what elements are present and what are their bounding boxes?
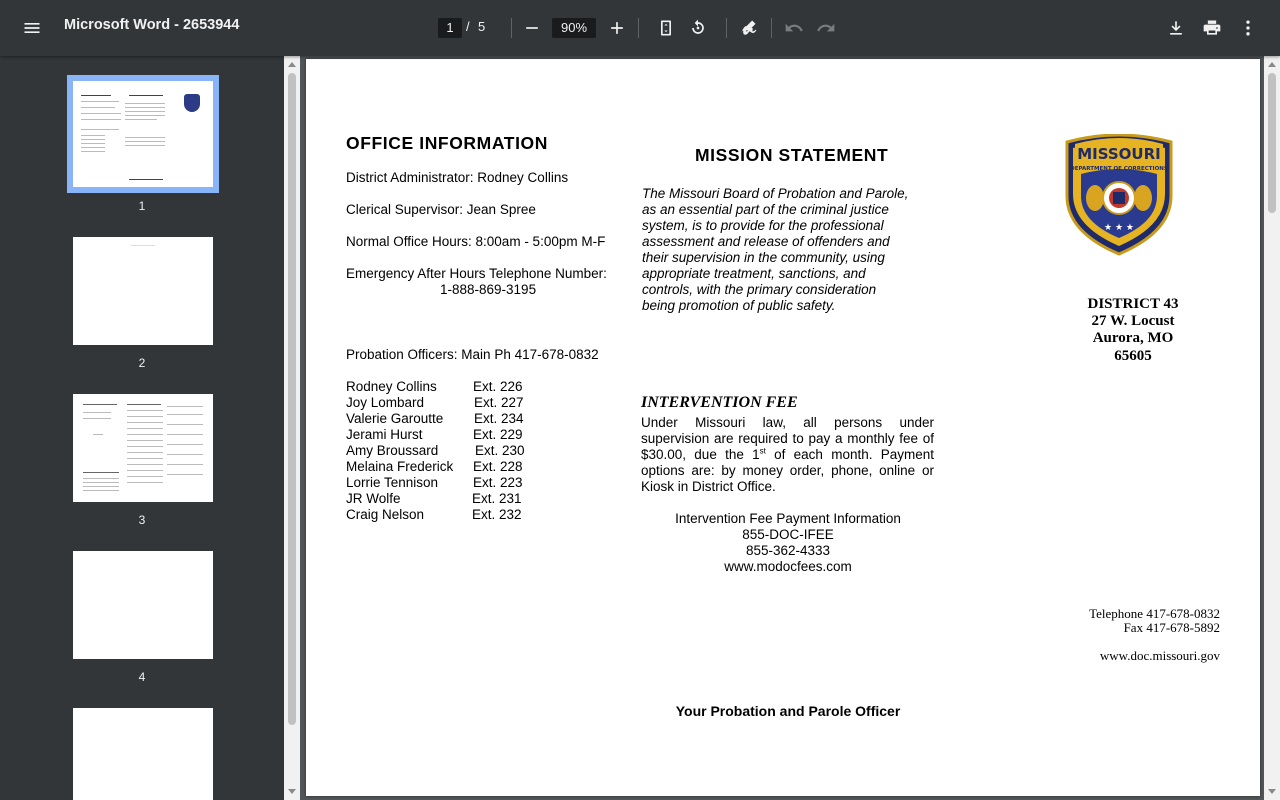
print-button[interactable] (1196, 12, 1228, 44)
fit-page-button[interactable] (650, 12, 682, 44)
doc-website: www.doc.missouri.gov (1099, 648, 1220, 663)
toolbar-divider (638, 18, 639, 38)
mission-line: controls, with the primary consideration (642, 282, 877, 297)
thumb-text-line (167, 454, 203, 455)
thumb-text-line (83, 472, 119, 473)
officer-ext: Ext. 230 (475, 443, 525, 458)
thumb-text-line (127, 458, 163, 459)
clerical-supervisor: Clerical Supervisor: Jean Spree (346, 202, 536, 217)
thumb-text-line (167, 406, 203, 407)
thumb-text-line (81, 151, 105, 152)
thumb-text-line (127, 464, 163, 465)
thumbnail-label: 3 (138, 513, 146, 527)
thumb-text-line (127, 404, 161, 405)
officer-name: Lorrie Tennison (346, 475, 439, 490)
thumb-text-line (167, 424, 203, 425)
mission-statement-heading: MISSION STATEMENT (695, 145, 889, 165)
intervention-fee-text: Under Missouri law, all persons under supervision are required to pay a monthly fee of $30.00, due the 1st of each month. Payment options are: by money order, phone, online or Kiosk in District Office. (641, 415, 935, 494)
more-actions-button[interactable] (1232, 12, 1264, 44)
missouri-doc-logo (1061, 134, 1177, 256)
thumb-text-line (127, 470, 163, 471)
svg-text:★ ★ ★: ★ ★ ★ (1104, 223, 1134, 233)
undo-button[interactable] (778, 12, 810, 44)
thumb-text-line (127, 440, 163, 441)
intervention-fee-heading: INTERVENTION FEE (641, 394, 798, 411)
sidebar-scroll-thumb[interactable] (288, 73, 296, 725)
plus-icon (607, 18, 627, 38)
mission-line: their supervision in the community, using (642, 250, 885, 265)
fit-to-page-icon (656, 18, 676, 38)
thumb-text-line (83, 418, 111, 419)
page-number-input[interactable]: 1 (438, 18, 462, 38)
hamburger-menu-icon (22, 18, 42, 38)
thumbnail-label: 1 (138, 199, 146, 213)
zoom-out-button[interactable] (516, 12, 548, 44)
page-thumbnail-3[interactable] (73, 394, 213, 502)
thumb-text-line (127, 410, 163, 411)
redo-icon (816, 18, 836, 38)
thumb-text-line (83, 482, 119, 483)
mission-line: system, is to provide for the professional (642, 218, 884, 233)
officer-name: Melaina Frederick (346, 459, 454, 474)
zoom-in-button[interactable] (601, 12, 633, 44)
officer-ext: Ext. 227 (474, 395, 524, 410)
thumb-text-line (127, 482, 163, 483)
thumb-text-line (81, 143, 105, 144)
fee-payment-line: 855-DOC-IFEE (742, 527, 834, 542)
fax: Fax 417-678-5892 (1123, 620, 1220, 635)
thumb-text-line (167, 474, 203, 475)
thumb-text-line (83, 490, 119, 491)
thumb-text-line (81, 107, 115, 108)
thumb-logo (184, 94, 200, 112)
thumb-text-line (83, 486, 119, 487)
thumb-text-line (83, 478, 119, 479)
undo-icon (784, 18, 804, 38)
scroll-down-arrow-icon[interactable] (288, 789, 296, 794)
office-hours: Normal Office Hours: 8:00am - 5:00pm M-F (346, 234, 606, 249)
officer-ext: Ext. 231 (472, 491, 522, 506)
mission-line: appropriate treatment, sanctions, and (642, 266, 866, 281)
district-line: 65605 (1114, 348, 1152, 364)
thumb-text-line (127, 476, 163, 477)
thumb-text-line (81, 139, 105, 140)
thumb-text-line (167, 414, 203, 415)
page-separator: / (466, 19, 470, 34)
thumb-text-line (93, 434, 103, 435)
mission-line: The Missouri Board of Probation and Parole, (642, 186, 909, 201)
thumb-text-line (125, 141, 165, 142)
officer-ext: Ext. 232 (472, 507, 522, 522)
thumbnail-label: 4 (138, 670, 146, 684)
officer-name: Valerie Garoutte (346, 411, 444, 426)
thumb-text-line (125, 145, 165, 146)
svg-text:MISSOURI: MISSOURI (1077, 145, 1161, 163)
page-thumbnail-5[interactable] (73, 708, 213, 800)
officer-ext: Ext. 226 (473, 379, 523, 394)
district-line: 27 W. Locust (1091, 313, 1175, 329)
page-thumbnail-1[interactable] (73, 81, 213, 187)
thumb-text-line (125, 111, 165, 112)
annotate-pen-icon (738, 18, 758, 38)
thumb-text-line (125, 115, 165, 116)
mission-line: as an essential part of the criminal justice (642, 202, 889, 217)
toolbar-divider (726, 18, 727, 38)
redo-button[interactable] (810, 12, 842, 44)
officer-ext: Ext. 229 (473, 427, 523, 442)
thumb-text-line (167, 434, 203, 435)
scroll-up-arrow-icon[interactable] (288, 62, 296, 67)
thumb-text-line (125, 119, 157, 120)
thumbnail-sidebar (0, 56, 284, 800)
district-line: DISTRICT 43 (1087, 296, 1179, 312)
thumb-text-line (129, 179, 163, 180)
thumb-text-line (125, 107, 165, 108)
telephone: Telephone 417-678-0832 (1089, 606, 1220, 621)
thumbnail-label: 2 (138, 356, 146, 370)
mission-line: assessment and release of offenders and (642, 234, 890, 249)
svg-text:DEPARTMENT OF CORRECTIONS: DEPARTMENT OF CORRECTIONS (1070, 166, 1168, 172)
download-button[interactable] (1160, 12, 1192, 44)
more-vertical-icon (1238, 18, 1258, 38)
thumb-text-line (81, 101, 119, 102)
pdf-toolbar (0, 0, 1280, 56)
scroll-up-arrow-icon[interactable] (1268, 62, 1276, 67)
mission-line: being promotion of public safety. (642, 298, 836, 313)
thumb-text-line (81, 119, 121, 120)
page-total: 5 (478, 19, 486, 34)
fee-payment-info-heading: Intervention Fee Payment Information (675, 511, 901, 526)
thumb-text-line (167, 444, 203, 445)
print-icon (1202, 18, 1222, 38)
toolbar-divider (771, 18, 772, 38)
thumb-text-line (81, 95, 111, 96)
thumb-text-line (81, 129, 119, 130)
office-info-heading: OFFICE INFORMATION (346, 133, 548, 153)
district-line: Aurora, MO (1092, 330, 1174, 346)
thumb-text-line (83, 412, 111, 413)
main-scroll-thumb[interactable] (1268, 73, 1276, 213)
minus-icon (522, 18, 542, 38)
thumb-text-line (127, 422, 163, 423)
page-thumbnail-4[interactable] (73, 551, 213, 659)
thumb-text-line (127, 452, 163, 453)
download-icon (1166, 18, 1186, 38)
document-title: Microsoft Word - 2653944 (64, 17, 240, 33)
thumb-text-line (167, 464, 203, 465)
probation-officers-heading: Probation Officers: Main Ph 417-678-0832 (346, 347, 599, 362)
thumb-text-line (131, 245, 155, 246)
zoom-input[interactable]: 90% (552, 18, 596, 38)
thumb-text-line (81, 147, 105, 148)
fee-payment-website: www.modocfees.com (724, 559, 852, 574)
thumb-text-line (129, 95, 163, 96)
thumb-text-line (83, 404, 117, 405)
thumb-text-line (125, 137, 165, 138)
page-thumbnail-2[interactable] (73, 237, 213, 345)
officer-name: Rodney Collins (346, 379, 437, 394)
officer-name: Joy Lombard (346, 395, 425, 410)
district-administrator: District Administrator: Rodney Collins (346, 170, 569, 185)
annotate-button[interactable] (732, 12, 764, 44)
pdf-page-1 (306, 59, 1260, 796)
rotate-icon (688, 18, 708, 38)
doc-shield-icon (1061, 134, 1177, 256)
thumb-text-line (127, 434, 163, 435)
toolbar-divider (511, 18, 512, 38)
thumb-text-line (81, 113, 121, 114)
officer-name: Jerami Hurst (346, 427, 423, 442)
officer-ext: Ext. 234 (474, 411, 524, 426)
emergency-label: Emergency After Hours Telephone Number: (346, 266, 607, 281)
scroll-down-arrow-icon[interactable] (1268, 789, 1276, 794)
thumb-text-line (81, 135, 105, 136)
officer-name: Amy Broussard (346, 443, 439, 458)
fee-payment-line: 855-362-4333 (745, 543, 831, 558)
thumb-text-line (125, 103, 165, 104)
officer-name: JR Wolfe (346, 491, 401, 506)
emergency-number: 1-888-869-3195 (440, 282, 537, 297)
officer-footer: Your Probation and Parole Officer (675, 703, 901, 719)
thumb-text-line (127, 446, 163, 447)
thumb-text-line (127, 416, 163, 417)
officer-name: Craig Nelson (346, 507, 425, 522)
officer-ext: Ext. 223 (473, 475, 523, 490)
menu-button[interactable] (16, 12, 48, 44)
thumb-text-line (127, 428, 163, 429)
officer-ext: Ext. 228 (473, 459, 523, 474)
rotate-button[interactable] (682, 12, 714, 44)
